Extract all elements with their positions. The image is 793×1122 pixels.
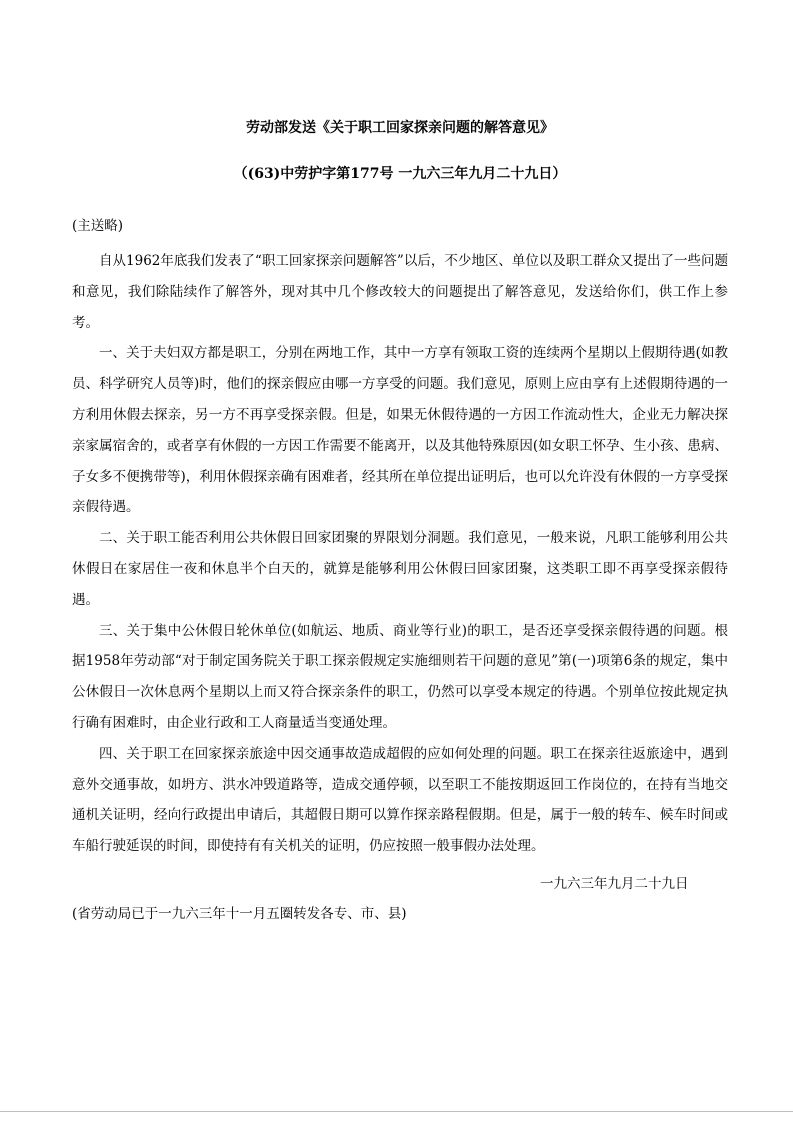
paragraph-1: 一、关于夫妇双方都是职工，分别在两地工作，其中一方享有领取工资的连续两个星期以上假期待遇(如教员、科学研究人员等)时，他们的探亲假应由哪一方享受的问题。我们意见，原则上应由享有上述假期待遇的一方利用休假去探亲，另一方不再享受探亲假。但是，如果无休假待遇的一方因工作流动性大，企业无力解决探亲家属宿舍的，或者享有休假的一方因工作需要不能离开，以及其他特殊原因(如女职工怀孕、生小孩、患病、子女多不便携带等)，利用休假探亲确有困难者，经其所在单位提出证明后，也可以允许没有休假的一方享受探亲假待遇。 <box>72 345 728 516</box>
page-bottom-divider <box>0 1111 793 1112</box>
paragraph-2: 二、关于职工能否利用公共休假日回家团聚的界限划分洞题。我们意见，一般来说，凡职工能够利用公共休假日在家居住一夜和休息半个白天的，就算是能够利用公休假曰回家团聚，这类职工即不再享受探亲假待遇。 <box>72 530 728 608</box>
paragraph-3: 三、关于集中公休假日轮休单位(如航运、地质、商业等行业)的职工，是否还享受探亲假待遇的问题。根据1958年劳动部“对于制定国务院关于职工探亲假规定实施细则若干问题的意见”第(一)项第6条的规定，集中公休假日一次休息两个星期以上而又符合探亲条件的职工，仍然可以享受本规定的待遇。个别单位按此规定执行确有困难时，由企业行政和工人商量适当变通处理。 <box>72 622 728 731</box>
document-date: 一九六三年九月二十九日 <box>540 876 689 892</box>
forwarding-note: (省劳动局已于一九六三年十一月五圈转发各专、市、县) <box>72 906 407 922</box>
document-body <box>72 246 728 862</box>
paragraph-intro: 自从1962年底我们发表了“职工回家探亲问题解答”以后，不少地区、单位以及职工群众又提出了一些问题和意见，我们除陆续作了解答外，现对其中几个修改较大的问题提出了解答意见，发送给你们，供工作上参考。 <box>72 253 728 331</box>
paragraph-4: 四、关于职工在回家探亲旅途中因交通事故造成超假的应如何处理的问题。职工在探亲往返旅途中，遇到意外交通事故，如坍方、洪水冲毁道路等，造成交通停顿，以至职工不能按期返回工作岗位的，在持有当地交通机关证明，经向行政提出申请后，其超假日期可以算作探亲路程假期。但是，属于一般的转车、候车时间或车船行驶延误的时间，即使持有有关机关的证明，仍应按照一般事假办法处理。 <box>72 745 728 855</box>
salutation: (主送略) <box>72 218 124 234</box>
document-title: 劳动部发送《关于职工回家探亲问题的解答意见》 <box>246 120 554 136</box>
document-subtitle: （(63)中劳护字第177号 一九六三年九月二十九日） <box>233 166 567 182</box>
